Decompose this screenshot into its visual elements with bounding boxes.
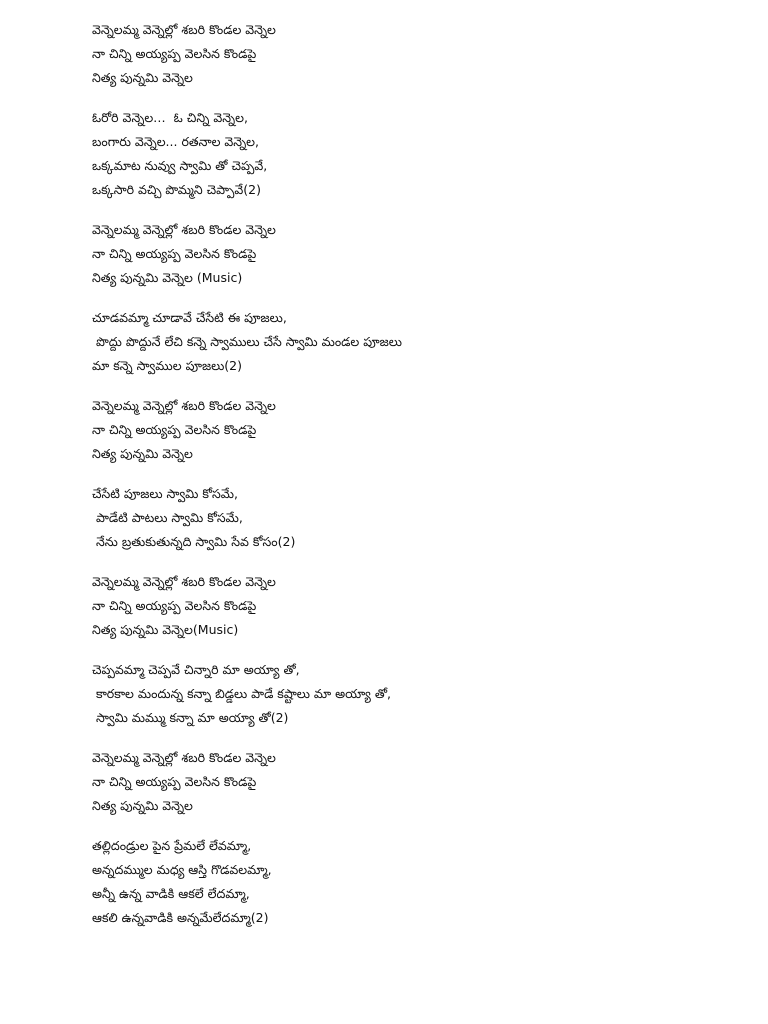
stanza-verse <box>92 482 708 554</box>
lyric-line: వెన్నెలమ్మ వెన్నెల్లో శబరి కొండల వెన్నెల <box>92 574 276 589</box>
lyric-line: బంగారు వెన్నెల... రతనాల వెన్నెల, <box>92 134 260 149</box>
lyric-line: నిత్య పున్నమి వెన్నెల <box>92 70 193 85</box>
lyric-line: అన్నదమ్ముల మధ్య ఆస్తి గొడవలమ్మా, <box>92 862 272 877</box>
lyric-line: ఒక్కసారి వచ్చి పొమ్మని చెప్పావే(2) <box>92 182 261 197</box>
lyric-line: నిత్య పున్నమి వెన్నెల <box>92 798 193 813</box>
lyric-line: వెన్నెలమ్మ వెన్నెల్లో శబరి కొండల వెన్నెల <box>92 398 276 413</box>
stanza-chorus <box>92 18 708 90</box>
lyric-line: నిత్య పున్నమి వెన్నెల (Music) <box>92 270 243 285</box>
stanza-chorus <box>92 394 708 466</box>
lyric-line: నా చిన్ని అయ్యప్ప వెలసిన కొండపై <box>92 46 257 61</box>
stanza-chorus <box>92 746 708 818</box>
lyric-line: తల్లిదండ్రుల పైన ప్రేమలే లేవమ్మా, <box>92 838 252 853</box>
lyric-line: చెప్పవమ్మా చెప్పవే చిన్నారి మా అయ్యా తో, <box>92 662 300 677</box>
lyric-line: మా కన్నె స్వాముల పూజలు(2) <box>92 358 242 373</box>
stanza-verse <box>92 658 708 730</box>
lyric-line: నా చిన్ని అయ్యప్ప వెలసిన కొండపై <box>92 246 257 261</box>
lyric-line: నా చిన్ని అయ్యప్ప వెలసిన కొండపై <box>92 422 257 437</box>
lyric-line: అన్నీ ఉన్న వాడికి ఆకలే లేదమ్మా, <box>92 886 250 901</box>
stanza-verse <box>92 834 708 930</box>
lyric-line: నా చిన్ని అయ్యప్ప వెలసిన కొండపై <box>92 598 257 613</box>
stanza-verse <box>92 306 708 378</box>
stanza-chorus <box>92 218 708 290</box>
lyric-line: వెన్నెలమ్మ వెన్నెల్లో శబరి కొండల వెన్నెల <box>92 22 276 37</box>
lyric-line: చేసేటి పూజలు స్వామి కోసమే, <box>92 486 238 501</box>
lyric-line: నా చిన్ని అయ్యప్ప వెలసిన కొండపై <box>92 774 257 789</box>
lyric-line: స్వామి మమ్ము కన్నా మా అయ్యా తో(2) <box>92 710 289 725</box>
lyric-line: వెన్నెలమ్మ వెన్నెల్లో శబరి కొండల వెన్నెల <box>92 222 276 237</box>
lyric-line: పొద్దు పొద్దునే లేచి కన్నె స్వాములు చేసే స్వామి మండల పూజలు <box>92 334 402 349</box>
lyric-line: ఓరోరి వెన్నెల… ఓ చిన్ని వెన్నెల, <box>92 110 248 125</box>
lyric-line: ఆకలి ఉన్నవాడికి అన్నమేలేదమ్మా(2) <box>92 910 269 925</box>
lyric-line: నిత్య పున్నమి వెన్నెల <box>92 446 193 461</box>
stanza-chorus <box>92 570 708 642</box>
stanza-verse <box>92 106 708 202</box>
lyric-line: చూడవమ్మా చూడావే చేసేటి ఈ పూజలు, <box>92 310 287 325</box>
lyric-line: ఒక్కమాట నువ్వు స్వామి తో చెప్పవే, <box>92 158 268 173</box>
lyric-line: కారకాల మందున్న కన్నా బిడ్డలు పాడే కష్టాలు మా అయ్యా తో, <box>92 686 392 701</box>
lyric-line: వెన్నెలమ్మ వెన్నెల్లో శబరి కొండల వెన్నెల <box>92 750 276 765</box>
lyric-line: పాడేటి పాటలు స్వామి కోసమే, <box>92 510 243 525</box>
lyric-line: నేను బ్రతుకుతున్నది స్వామి సేవ కోసం(2) <box>92 534 296 549</box>
lyric-line: నిత్య పున్నమి వెన్నెల(Music) <box>92 622 239 637</box>
